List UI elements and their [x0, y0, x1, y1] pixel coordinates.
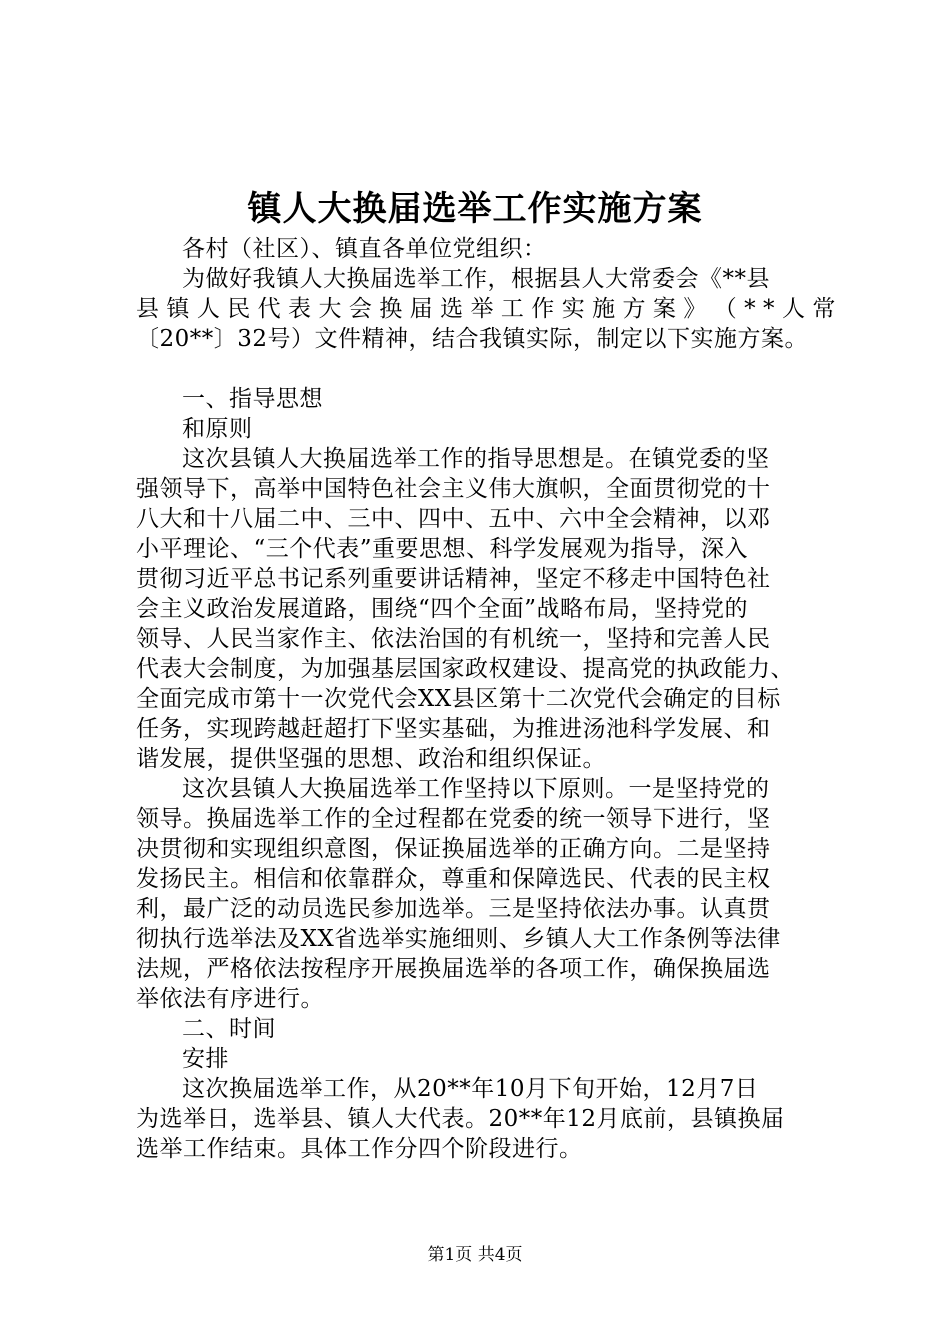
paragraph-line: 这次县镇人大换届选举工作坚持以下原则。一是坚持党的 [182, 776, 770, 802]
paragraph-line: 任务，实现跨越赶超打下坚实基础，为推进汤池科学发展、和 [136, 716, 771, 742]
paragraph-line: 利，最广泛的动员选民参加选举。三是坚持依法办事。认真贯 [136, 896, 771, 922]
salutation-line: 各村（社区）、镇直各单位党组织： [182, 236, 547, 262]
section-heading: 一、指导思想 [182, 386, 323, 412]
justified-char: * [763, 296, 776, 322]
justified-char: 代 [257, 296, 282, 322]
justified-char: 人 [196, 296, 221, 322]
justified-char: 选 [440, 296, 464, 322]
paragraph-line: 这次换届选举工作，从20**年10月下旬开始，12月7日 [182, 1076, 759, 1102]
paragraph-line: 强领导下，高举中国特色社会主义伟大旗帜，全面贯彻党的十 [136, 476, 771, 502]
justified-char: 大 [318, 296, 342, 322]
justified-char: 》 [683, 296, 707, 322]
paragraph-line: 为做好我镇人大换届选举工作，根据县人大常委会《**县 [182, 266, 770, 292]
paragraph-line: 法规，严格依法按程序开展换届选举的各项工作，确保换届选 [136, 956, 771, 982]
paragraph-line: 彻执行选举法及XX省选举实施细则、乡镇人大工作条例等法律 [136, 926, 781, 952]
justified-char: 举 [470, 296, 494, 322]
justified-char: （ [713, 296, 738, 322]
paragraph-line: 选举工作结束。具体工作分四个阶段进行。 [136, 1136, 583, 1162]
justified-char: 施 [592, 296, 616, 322]
justified-char: 工 [500, 296, 525, 322]
justified-char: 镇 [166, 296, 190, 322]
blank-line [136, 354, 836, 384]
paragraph-line: 这次县镇人大换届选举工作的指导思想是。在镇党委的坚 [182, 446, 770, 472]
justified-char: 县 [136, 296, 160, 322]
paragraph-line-justified [136, 294, 836, 324]
justified-char: 人 [781, 296, 806, 322]
paragraph-line: 谐发展，提供坚强的思想、政治和组织保证。 [136, 746, 606, 772]
justified-char: 常 [812, 296, 836, 322]
paragraph-line: 决贯彻和实现组织意图，保证换届选举的正确方向。二是坚持 [136, 836, 771, 862]
section-heading-continued: 和原则 [182, 416, 253, 442]
justified-char: 届 [409, 296, 434, 322]
paragraph-line: 代表大会制度，为加强基层国家政权建设、提高党的执政能力、 [136, 656, 794, 682]
justified-char: 方 [622, 296, 646, 322]
paragraph-line: 领导、人民当家作主、依法治国的有机统一，坚持和完善人民 [136, 626, 771, 652]
paragraph-line: 小平理论、“三个代表”重要思想、科学发展观为指导，深入 [136, 536, 749, 562]
document-body [136, 234, 836, 1164]
justified-char: 换 [379, 296, 403, 322]
justified-char: * [744, 296, 757, 322]
paragraph-line: 贯彻习近平总书记系列重要讲话精神，坚定不移走中国特色社 [136, 566, 771, 592]
justified-char: 作 [531, 296, 555, 322]
section-heading: 二、时间 [182, 1016, 276, 1042]
section-heading-continued: 安排 [182, 1046, 229, 1072]
paragraph-line: 领导。换届选举工作的全过程都在党委的统一领导下进行，坚 [136, 806, 771, 832]
page-footer: 第1页 共4页 [427, 1245, 523, 1265]
justified-char: 民 [227, 296, 251, 322]
paragraph-line: 会主义政治发展道路，围绕“四个全面”战略布局，坚持党的 [136, 596, 749, 622]
justified-char: 案 [652, 296, 677, 322]
paragraph-line: 〔20**〕32号）文件精神，结合我镇实际，制定以下实施方案。 [136, 326, 809, 352]
paragraph-line: 发扬民主。相信和依靠群众，尊重和保障选民、代表的民主权 [136, 866, 771, 892]
paragraph-line: 全面完成市第十一次党代会XX县区第十二次党代会确定的目标 [136, 686, 781, 712]
justified-char: 会 [348, 296, 373, 322]
justified-char: 表 [288, 296, 312, 322]
document-title: 镇人大换届选举工作实施方案 [247, 189, 703, 229]
paragraph-line: 八大和十八届二中、三中、四中、五中、六中全会精神，以邓 [136, 506, 771, 532]
paragraph-line: 为选举日，选举县、镇人大代表。20**年12月底前，县镇换届 [136, 1106, 785, 1132]
paragraph-line: 举依法有序进行。 [136, 986, 324, 1012]
justified-char: 实 [561, 296, 586, 322]
